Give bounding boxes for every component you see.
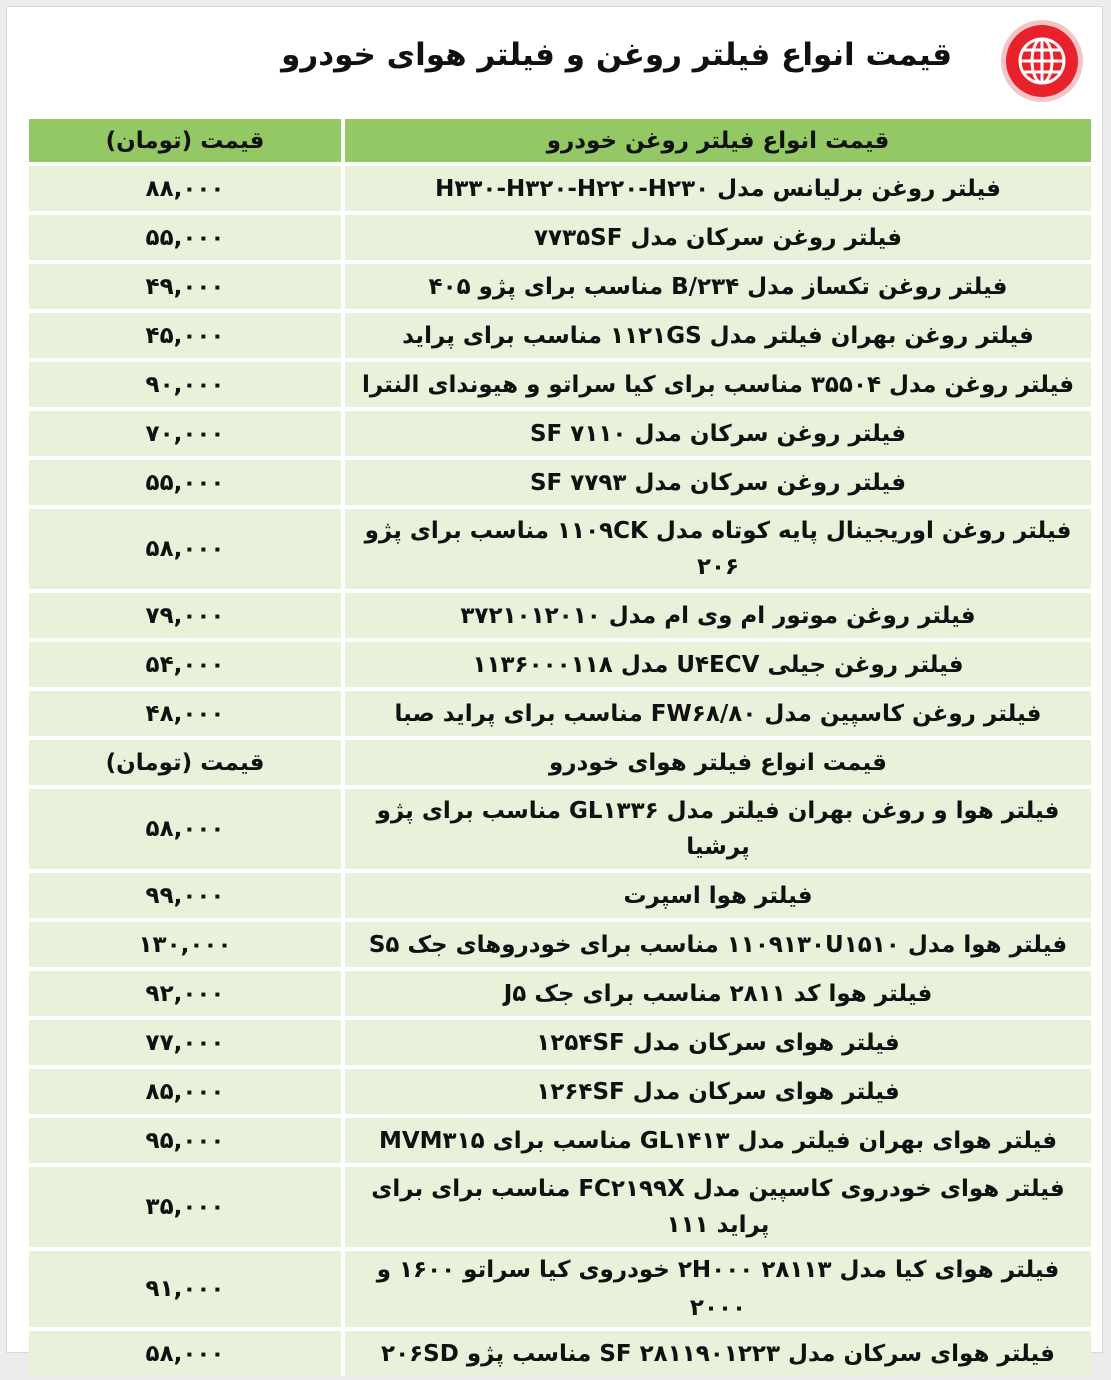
- product-price: ۵۸,۰۰۰: [29, 1331, 341, 1376]
- product-price: ۴۵,۰۰۰: [29, 313, 341, 358]
- product-price: ۳۵,۰۰۰: [29, 1167, 341, 1247]
- product-price: ۷۹,۰۰۰: [29, 593, 341, 638]
- product-price: ۹۵,۰۰۰: [29, 1118, 341, 1163]
- table-row: [29, 509, 1091, 589]
- table-row: [29, 1118, 1091, 1163]
- product-price: ۴۹,۰۰۰: [29, 264, 341, 309]
- product-price: ۸۸,۰۰۰: [29, 166, 341, 211]
- product-name: فیلتر روغن سرکان مدل ۷۷۳۵SF: [341, 215, 1091, 260]
- product-name: فیلتر روغن سرکان مدل ۷۷۹۳ SF: [341, 460, 1091, 505]
- product-name: فیلتر روغن سرکان مدل ۷۱۱۰ SF: [341, 411, 1091, 456]
- header: [7, 7, 1102, 117]
- price-table: [29, 115, 1091, 1380]
- price-heading: قیمت (تومان): [29, 740, 341, 785]
- product-name: فیلتر روغن مدل ۳۵۵۰۴ مناسب برای کیا سراتو و هیوندای النترا: [341, 362, 1091, 407]
- product-name: فیلتر هوای کیا مدل ۲۸۱۱۳ ۲H۰۰۰ خودروی کیا سراتو ۱۶۰۰ و ۲۰۰۰: [341, 1251, 1091, 1327]
- product-name: فیلتر روغن برلیانس مدل H۳۳۰-H۳۲۰-H۲۲۰-H۲۳۰: [341, 166, 1091, 211]
- product-name: فیلتر روغن بهران فیلتر مدل ۱۱۲۱GS مناسب برای پراید: [341, 313, 1091, 358]
- product-price: ۹۰,۰۰۰: [29, 362, 341, 407]
- product-name: فیلتر هوای خودروی کاسپین مدل FC۲۱۹۹X مناسب برای برای پراید ۱۱۱: [341, 1167, 1091, 1247]
- product-price: ۵۵,۰۰۰: [29, 215, 341, 260]
- section-header-row: [29, 740, 1091, 785]
- product-price: ۹۹,۰۰۰: [29, 873, 341, 918]
- product-price: ۴۸,۰۰۰: [29, 691, 341, 736]
- product-price: ۷۷,۰۰۰: [29, 1020, 341, 1065]
- product-name: فیلتر روغن اوریجینال پایه کوتاه مدل ۱۱۰۹CK مناسب برای پژو ۲۰۶: [341, 509, 1091, 589]
- product-name: فیلتر روغن تکساز مدل B/۲۳۴ مناسب برای پژو ۴۰۵: [341, 264, 1091, 309]
- product-name: فیلتر روغن کاسپین مدل ۸۰/FW۶۸ مناسب برای پراید صبا: [341, 691, 1091, 736]
- table-row: [29, 166, 1091, 211]
- section-heading: قیمت انواع فیلتر هوای خودرو: [341, 740, 1091, 785]
- product-price: ۵۵,۰۰۰: [29, 460, 341, 505]
- page-title: قیمت انواع فیلتر روغن و فیلتر هوای خودرو: [281, 37, 952, 73]
- table-row: [29, 1251, 1091, 1327]
- section-header-row: [29, 119, 1091, 162]
- table-row: [29, 873, 1091, 918]
- table-row: [29, 411, 1091, 456]
- table-row: [29, 789, 1091, 869]
- table-row: [29, 1167, 1091, 1247]
- product-price: ۷۰,۰۰۰: [29, 411, 341, 456]
- table-row: [29, 593, 1091, 638]
- table-row: [29, 691, 1091, 736]
- table-row: [29, 922, 1091, 967]
- table-row: [29, 215, 1091, 260]
- product-name: فیلتر هوا مدل ۱۱۰۹۱۳۰U۱۵۱۰ مناسب برای خودروهای جک S۵: [341, 922, 1091, 967]
- table-row: [29, 460, 1091, 505]
- table-row: [29, 264, 1091, 309]
- product-name: فیلتر هوا و روغن بهران فیلتر مدل GL۱۳۳۶ مناسب برای پژو پرشیا: [341, 789, 1091, 869]
- section-heading: قیمت انواع فیلتر روغن خودرو: [341, 119, 1091, 162]
- product-name: فیلتر هوای سرکان مدل ۱۲۶۴SF: [341, 1069, 1091, 1114]
- table-row: [29, 362, 1091, 407]
- price-card: [6, 6, 1103, 1367]
- product-price: ۵۴,۰۰۰: [29, 642, 341, 687]
- table-row: [29, 971, 1091, 1016]
- product-price: ۹۲,۰۰۰: [29, 971, 341, 1016]
- table-row: [29, 1331, 1091, 1376]
- product-name: فیلتر روغن موتور ام وی ام مدل ۳۷۲۱۰۱۲۰۱۰: [341, 593, 1091, 638]
- product-price: ۹۱,۰۰۰: [29, 1251, 341, 1327]
- product-price: ۸۵,۰۰۰: [29, 1069, 341, 1114]
- table-row: [29, 1069, 1091, 1114]
- product-price: ۱۳۰,۰۰۰: [29, 922, 341, 967]
- table-row: [29, 642, 1091, 687]
- product-name: فیلتر هوای سرکان مدل SF ۲۸۱۱۹۰۱۲۲۳ مناسب پژو ۲۰۶SD: [341, 1331, 1091, 1376]
- product-name: فیلتر هوای سرکان مدل ۱۲۵۴SF: [341, 1020, 1091, 1065]
- table-row: [29, 313, 1091, 358]
- price-heading: قیمت (تومان): [29, 119, 341, 162]
- product-price: ۵۸,۰۰۰: [29, 789, 341, 869]
- product-price: ۵۸,۰۰۰: [29, 509, 341, 589]
- product-name: فیلتر هوا کد ۲۸۱۱ مناسب برای جک J۵: [341, 971, 1091, 1016]
- globe-icon: [1006, 25, 1078, 97]
- product-name: فیلتر هوای بهران فیلتر مدل GL۱۴۱۳ مناسب برای MVM۳۱۵: [341, 1118, 1091, 1163]
- product-name: فیلتر هوا اسپرت: [341, 873, 1091, 918]
- table-row: [29, 1020, 1091, 1065]
- product-name: فیلتر روغن جیلی U۴ECV مدل ۱۱۳۶۰۰۰۱۱۸: [341, 642, 1091, 687]
